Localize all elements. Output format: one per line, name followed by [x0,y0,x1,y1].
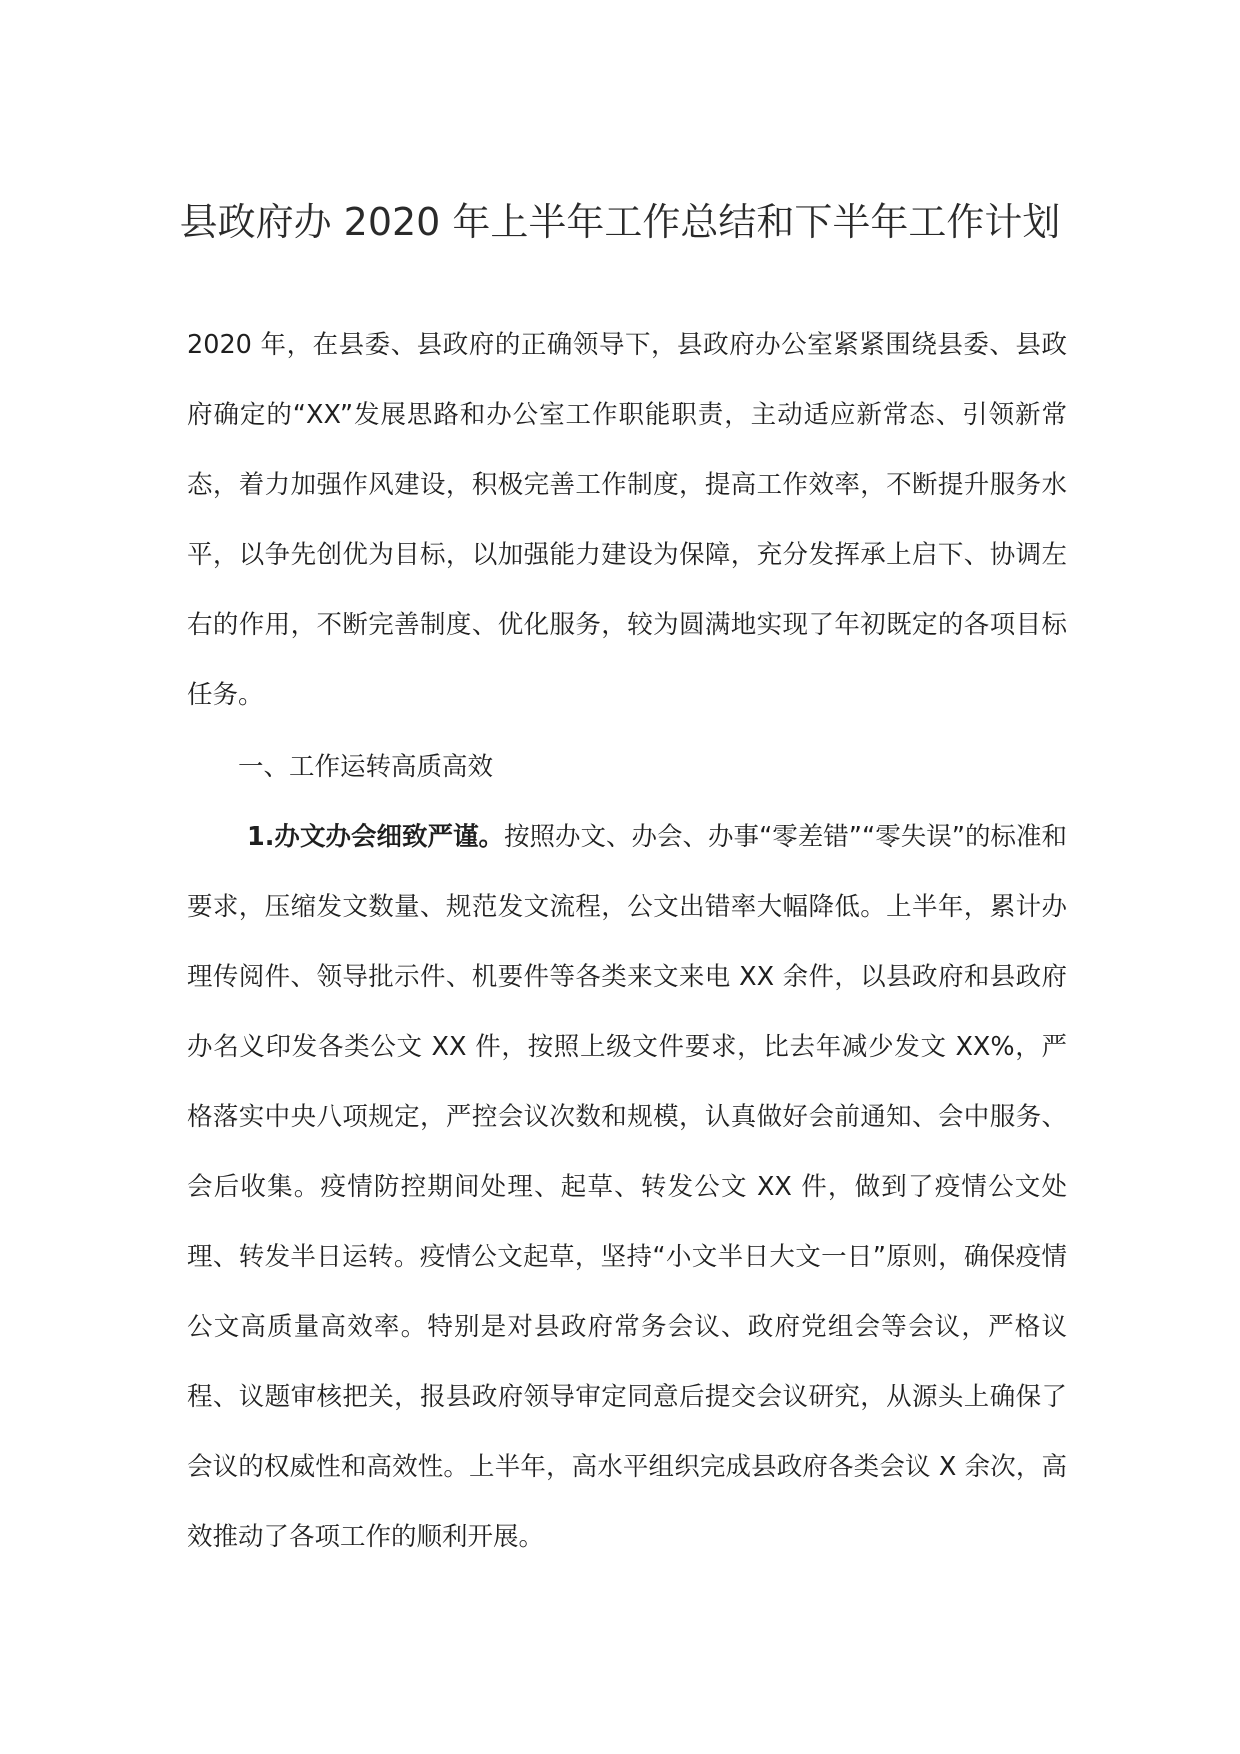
section-heading: 一、工作运转高质高效 [238,752,494,782]
document-title: 县政府办 2020 年上半年工作总结和下半年工作计划 [179,200,1061,244]
item-text: 按照办文、办会、办事“零差错”“零失误”的标准和要求，压缩发文数量、规范发文流程，公文出错率大幅降低。上半年，累计办理传阅件、领导批示件、机要件等各类来文来电 XX 余件，以县政府和县政府办名义印发各类公文 XX 件，按照上级文件要求，比去年减少发文 XX%，严格落实中央八项规定，严控会议次数和规模，认真做好会前通知、会中服务、会后收集。疫情防控期间处理、起草、转发公文 XX 件，做到了疫情公文处理、转发半日运转。疫情公文起草，坚持“小文半日大文一日”原则，确保疫情公文高质量高效率。特别是对县政府常务会议、政府党组会等会议，严格议程、议题审核把关，报县政府领导审定同意后提交会议研究，从源头上确保了会议的权威性和高效性。上半年，高水平组织完成县政府各类会议 X 余次，高效推动了各项工作的顺利开展。 [187,822,1067,1552]
intro-paragraph: 2020 年，在县委、县政府的正确领导下，县政府办公室紧紧围绕县委、县政府确定的“XX”发展思路和办公室工作职能职责，主动适应新常态、引领新常态，着力加强作风建设，积极完善工作制度，提高工作效率，不断提升服务水平，以争先创优为目标，以加强能力建设为保障，充分发挥承上启下、协调左右的作用，不断完善制度、优化服务，较为圆满地实现了年初既定的各项目标任务。 [187,330,1067,710]
item-lead: 1.办文办会细致严谨。 [247,822,504,852]
item-paragraph [187,802,1067,1572]
